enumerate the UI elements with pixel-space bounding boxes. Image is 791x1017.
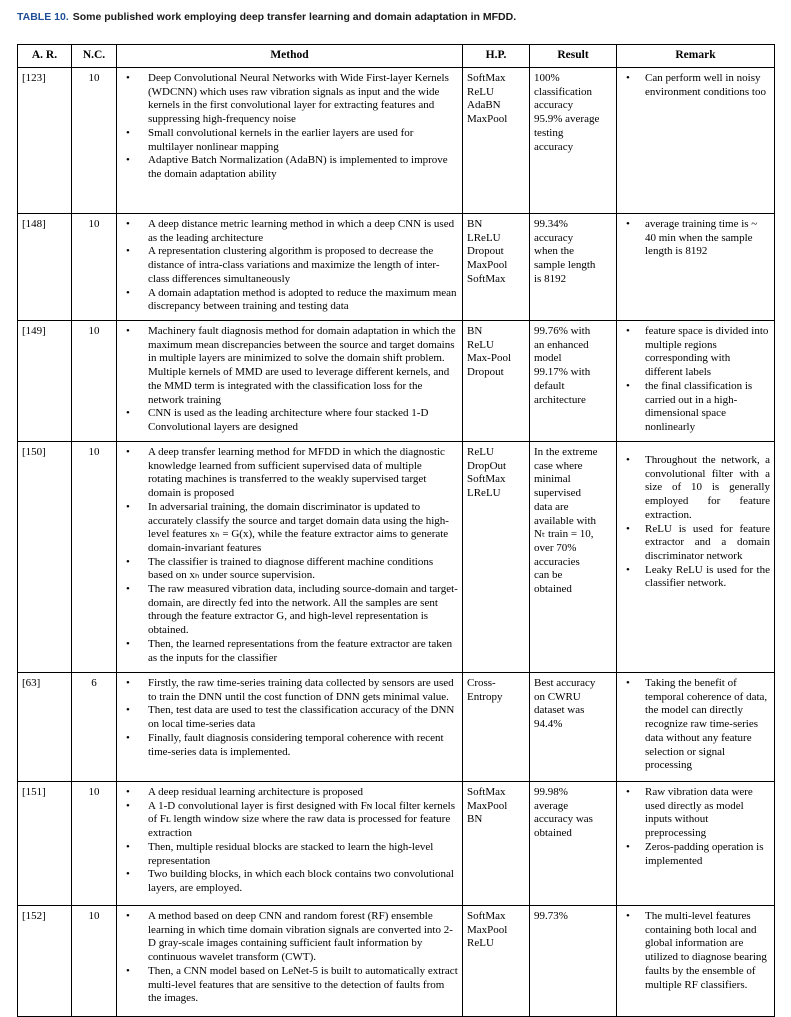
method-item: • A deep distance metric learning method in which a deep CNN is used as the leading architecture (121, 218, 458, 245)
header-result: Result (530, 45, 617, 68)
result-cell: 99.34% accuracy when the sample length is 8192 (530, 214, 617, 321)
nc-cell: 10 (72, 782, 117, 906)
result-cell: 99.98% average accuracy was obtained (530, 782, 617, 906)
hp-cell: SoftMax MaxPool BN (463, 782, 530, 906)
remark-item: • the final classification is carried out in a high-dimensional space nonlinearly (621, 380, 770, 435)
method-item: • Then, test data are used to test the classification accuracy of the DNN on local time-series data (121, 704, 458, 731)
result-cell: 100% classification accuracy 95.9% average testing accuracy (530, 68, 617, 214)
method-item: • A method based on deep CNN and random forest (RF) ensemble learning in which time domain vibration signals are converted into 2-D gray-scale images containing sufficient fault information by continuous wavelet transform (CWT). (121, 910, 458, 965)
remark-cell (617, 782, 775, 906)
method-item: • Small convolutional kernels in the earlier layers are used for multilayer nonlinear mapping (121, 127, 458, 154)
method-item: • The classifier is trained to diagnose different machine conditions based on xₕ under source supervision. (121, 556, 458, 583)
table-row (18, 68, 775, 214)
method-item: • CNN is used as the leading architecture where four stacked 1-D Convolutional layers are designed (121, 407, 458, 434)
remark-item: • Can perform well in noisy environment conditions too (621, 72, 770, 99)
remark-item: • Leaky ReLU is used for the classifier network. (621, 564, 770, 591)
table-row (18, 442, 775, 673)
header-ar: A. R. (18, 45, 72, 68)
ar-cell: [148] (18, 214, 72, 321)
ar-cell: [151] (18, 782, 72, 906)
method-item: • Adaptive Batch Normalization (AdaBN) is implemented to improve the domain adaptation ability (121, 154, 458, 181)
hp-cell: ReLU DropOut SoftMax LReLU (463, 442, 530, 673)
method-cell (117, 782, 463, 906)
remark-item: • Zeros-padding operation is implemented (621, 841, 770, 868)
table-label: TABLE 10. (17, 11, 69, 23)
method-item: • Then, multiple residual blocks are stacked to learn the high-level representation (121, 841, 458, 868)
remark-item: • average training time is ~ 40 min when the sample length is 8192 (621, 218, 770, 259)
remark-item: • Taking the benefit of temporal coherence of data, the model can directly recognize raw time-series data without any feature selection or signal processing (621, 677, 770, 773)
table-title: Some published work employing deep transfer learning and domain adaptation in MFDD. (72, 11, 517, 23)
nc-cell: 10 (72, 442, 117, 673)
ar-cell: [152] (18, 906, 72, 1017)
table-row (18, 673, 775, 782)
nc-cell: 10 (72, 68, 117, 214)
result-cell: In the extreme case where minimal supervised data are available with Nₜ train = 10, over 70% accuracies can be obtained (530, 442, 617, 673)
header-nc: N.C. (72, 45, 117, 68)
hp-cell: Cross- Entropy (463, 673, 530, 782)
header-hp: H.P. (463, 45, 530, 68)
result-cell: 99.73% (530, 906, 617, 1017)
method-cell (117, 321, 463, 442)
method-cell (117, 673, 463, 782)
remark-item: • ReLU is used for feature extractor and a domain discriminator network (621, 523, 770, 564)
method-item: • A domain adaptation method is adopted to reduce the maximum mean discrepancy between training and testing data (121, 287, 458, 314)
hp-cell: SoftMax ReLU AdaBN MaxPool (463, 68, 530, 214)
method-item: • A deep residual learning architecture is proposed (121, 786, 458, 800)
hp-cell: BN LReLU Dropout MaxPool SoftMax (463, 214, 530, 321)
method-cell (117, 442, 463, 673)
method-item: • A representation clustering algorithm is proposed to decrease the distance of intra-class variations and maximize the length of inter-class differences simultaneously (121, 245, 458, 286)
remark-cell (617, 906, 775, 1017)
ar-cell: [150] (18, 442, 72, 673)
method-item: • A deep transfer learning method for MFDD in which the diagnostic knowledge learned from sufficient supervised data of multiple rotating machines is transferred to the weakly supervised target domain is proposed (121, 446, 458, 501)
nc-cell: 10 (72, 321, 117, 442)
method-item: • Two building blocks, in which each block contains two convolutional layers, are employed. (121, 868, 458, 895)
method-cell (117, 68, 463, 214)
method-item: • The raw measured vibration data, including source-domain and target-domain, are directly fed into the network. All the samples are sent through the feature extractor G, and high-level representation is obtained. (121, 583, 458, 638)
method-item: • Then, a CNN model based on LeNet-5 is built to automatically extract multi-level features that are sensitive to the detection of faults from the images. (121, 965, 458, 1006)
method-item: • In adversarial training, the domain discriminator is updated to accurately classify the source and target domain data using the high-level features xₕ = G(x), while the feature extractor aims to generate domain-invariant features (121, 501, 458, 556)
method-item: • Machinery fault diagnosis method for domain adaptation in which the maximum mean discrepancies between the source and target domains in multiple layers are minimized to solve the domain shift problem. Multiple kernels of MMD are used to leverage different kernels, and the MMD term is integrated with the classification loss for the network training (121, 325, 458, 407)
method-item: • Firstly, the raw time-series training data collected by sensors are used to train the DNN until the cost function of DNN gets minimal value. (121, 677, 458, 704)
header-method: Method (117, 45, 463, 68)
method-item: • Then, the learned representations from the feature extractor are taken as the inputs for the classifier (121, 638, 458, 665)
table-row (18, 906, 775, 1017)
result-cell: 99.76% with an enhanced model 99.17% with default architecture (530, 321, 617, 442)
remark-item: • feature space is divided into multiple regions corresponding with different labels (621, 325, 770, 380)
nc-cell: 10 (72, 906, 117, 1017)
remark-item: • The multi-level features containing both local and global information are utilized to diagnose bearing faults by the ensemble of multiple RF classifiers. (621, 910, 770, 992)
remark-cell (617, 68, 775, 214)
nc-cell: 6 (72, 673, 117, 782)
remark-item: • Throughout the network, a convolutional filter with a size of 10 is generally employed for feature extraction. (621, 454, 770, 523)
method-item: • Deep Convolutional Neural Networks with Wide First-layer Kernels (WDCNN) which uses raw vibration signals as input and the wide kernels in the first convolutional layer for extracting features and suppressing high-frequency noise (121, 72, 458, 127)
remark-cell (617, 673, 775, 782)
hp-cell: BN ReLU Max-Pool Dropout (463, 321, 530, 442)
table-row (18, 321, 775, 442)
method-item: • A 1-D convolutional layer is first designed with Fɴ local filter kernels of Fʟ length window size where the raw data is processed for feature extraction (121, 800, 458, 841)
hp-cell: SoftMax MaxPool ReLU (463, 906, 530, 1017)
remark-cell (617, 442, 775, 673)
method-cell (117, 214, 463, 321)
table-row (18, 782, 775, 906)
remark-cell (617, 214, 775, 321)
ar-cell: [63] (18, 673, 72, 782)
remark-cell (617, 321, 775, 442)
header-remark: Remark (617, 45, 775, 68)
ar-cell: [123] (18, 68, 72, 214)
table-caption (17, 11, 516, 23)
result-cell: Best accuracy on CWRU dataset was 94.4% (530, 673, 617, 782)
method-cell (117, 906, 463, 1017)
remark-item: • Raw vibration data were used directly as model inputs without preprocessing (621, 786, 770, 841)
method-item: • Finally, fault diagnosis considering temporal coherence with recent time-series data is implemented. (121, 732, 458, 759)
mfdd-table (17, 44, 775, 1017)
ar-cell: [149] (18, 321, 72, 442)
nc-cell: 10 (72, 214, 117, 321)
table-row (18, 214, 775, 321)
header-row (18, 45, 775, 68)
